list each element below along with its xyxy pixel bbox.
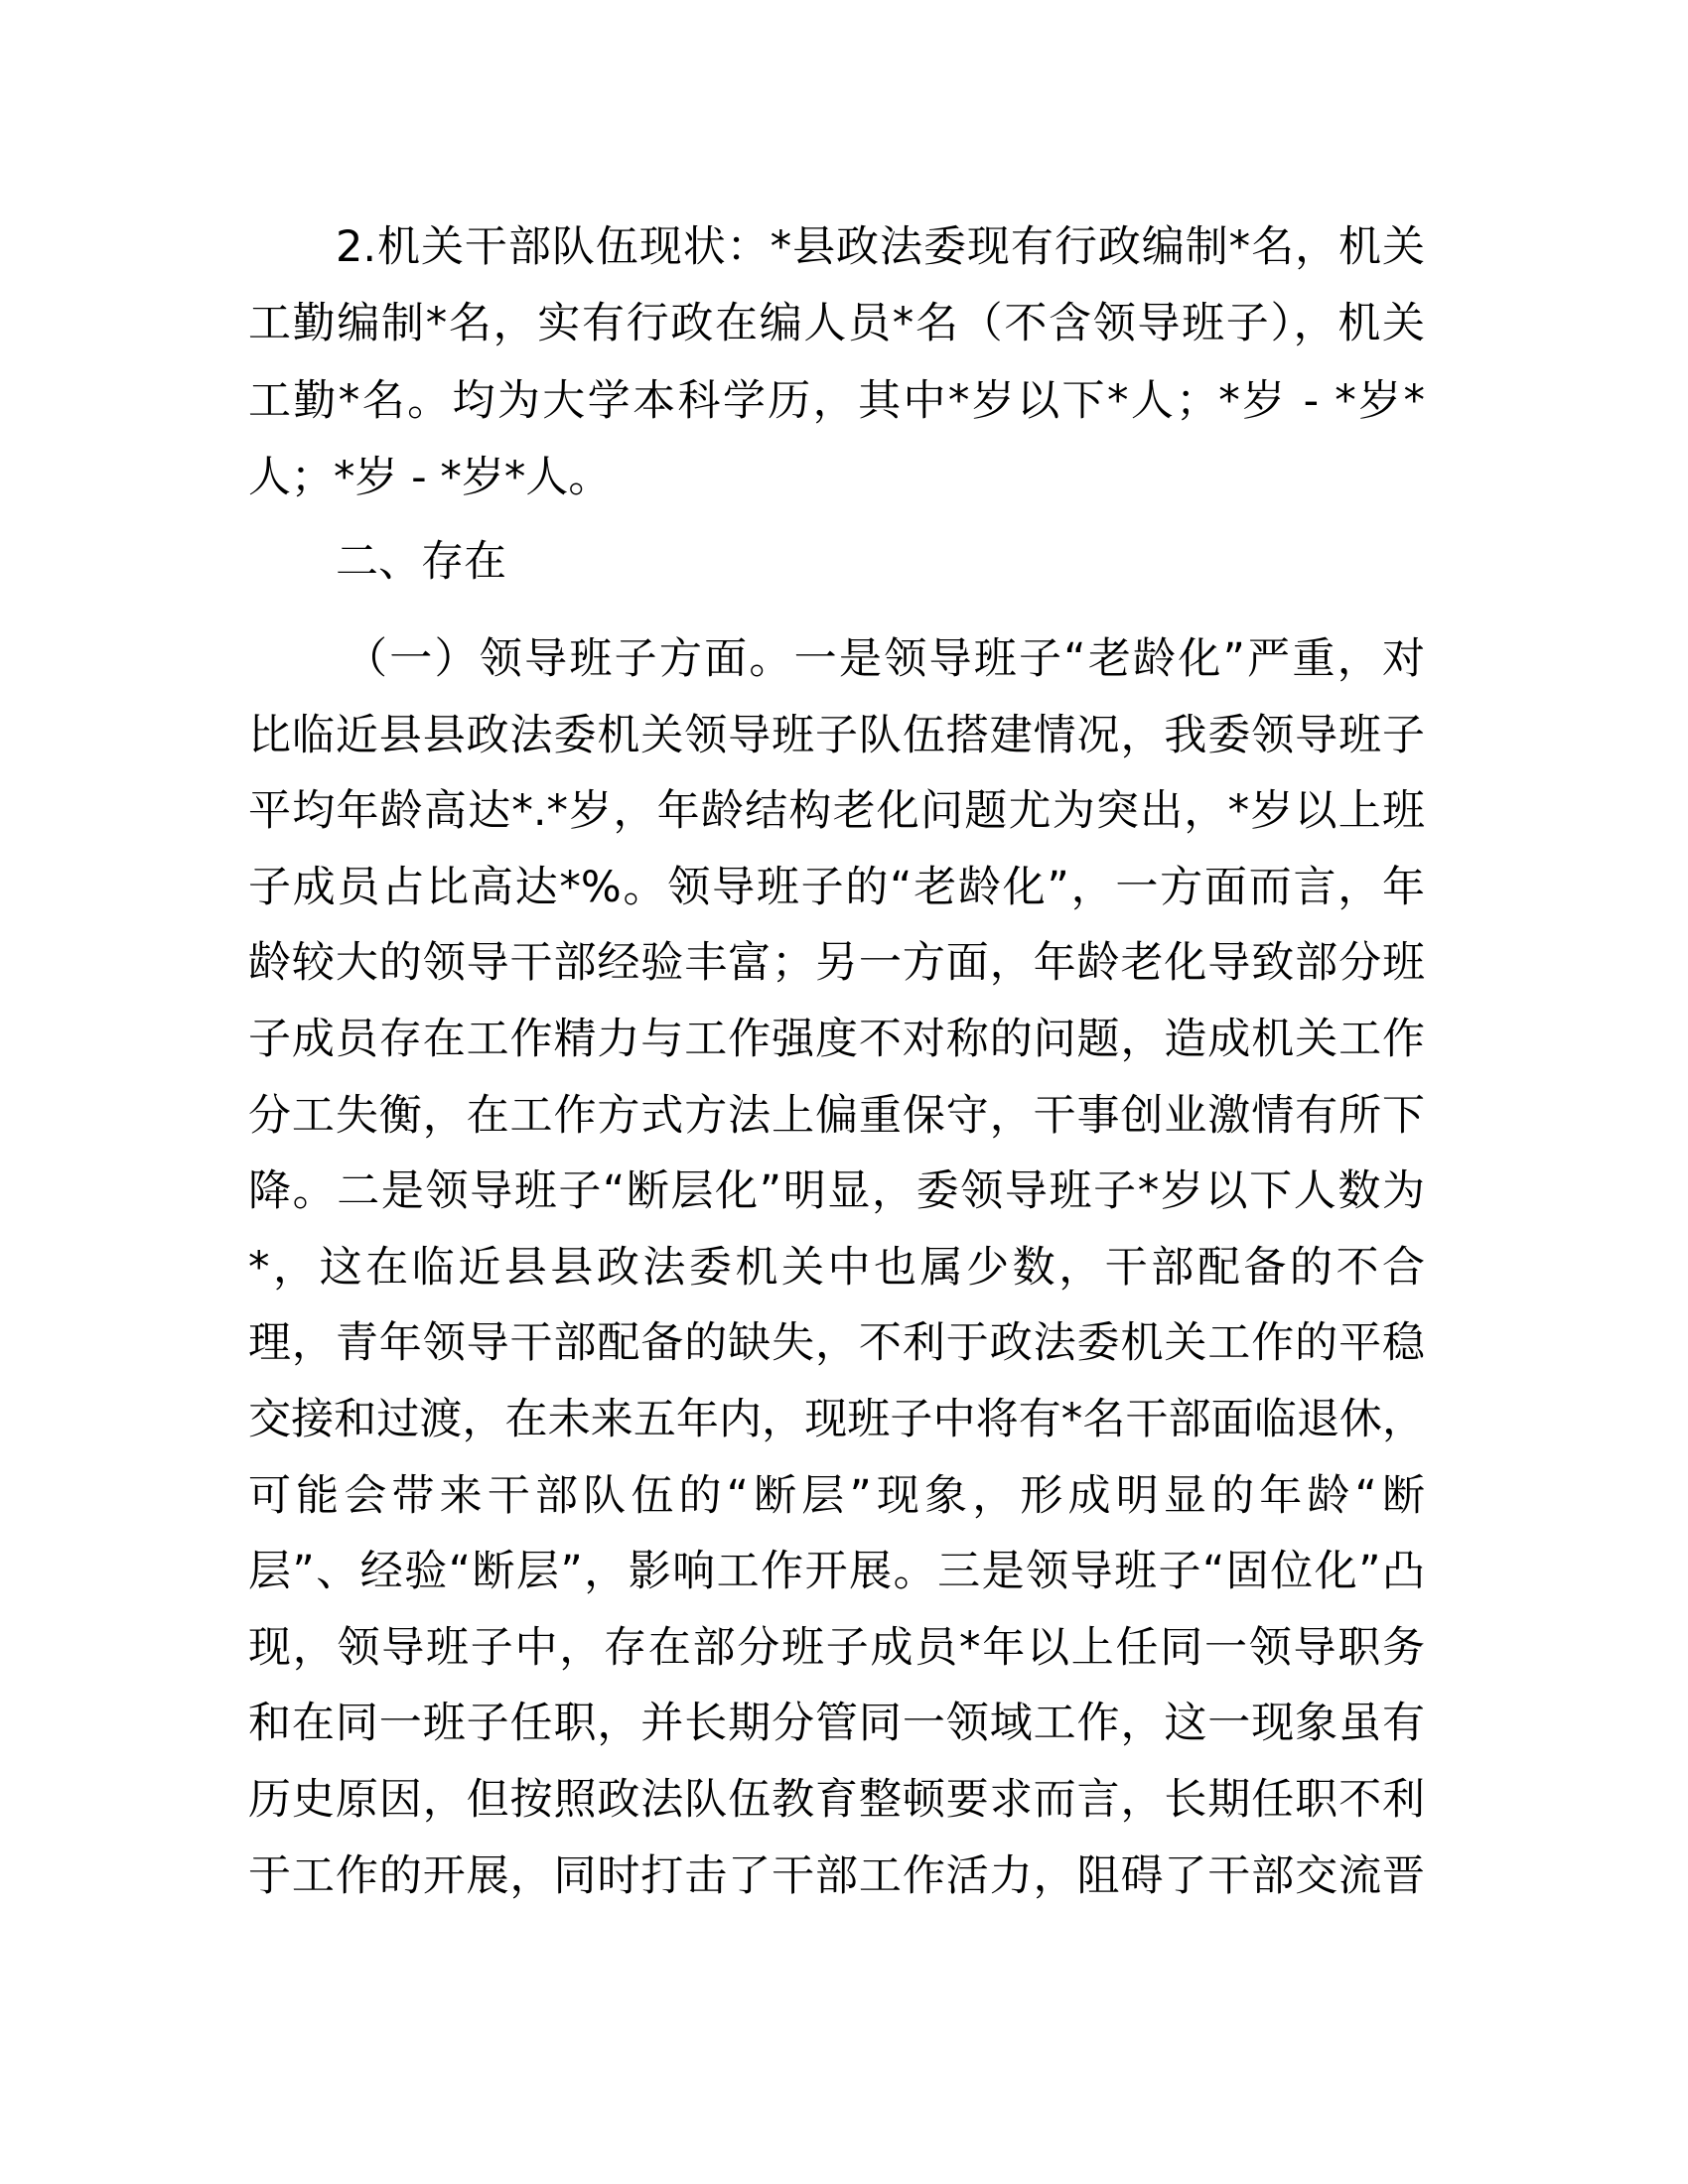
text-line: （一）领导班子方面。一是领导班子“老龄化”严重，对 bbox=[345, 634, 1425, 684]
text-line: 可能会带来干部队伍的“断层”现象，形成明显的年龄“断 bbox=[248, 1470, 1425, 1521]
text-line: 2.机关干部队伍现状：*县政法委现有行政编制*名，机关 bbox=[336, 222, 1425, 272]
text-line: 工勤编制*名，实有行政在编人员*名（不含领导班子），机关 bbox=[248, 299, 1425, 349]
text-line: 子成员占比高达*%。领导班子的“老龄化”，一方面而言，年 bbox=[248, 862, 1425, 912]
text-line: 降。二是领导班子“断层化”明显，委领导班子*岁以下人数为 bbox=[248, 1166, 1425, 1217]
text-line: 分工失衡，在工作方式方法上偏重保守，干事创业激情有所下 bbox=[248, 1090, 1425, 1141]
text-line: 子成员存在工作精力与工作强度不对称的问题，造成机关工作 bbox=[248, 1014, 1425, 1064]
section-heading bbox=[248, 524, 1425, 601]
text-line: 龄较大的领导干部经验丰富；另一方面，年龄老化导致部分班 bbox=[248, 938, 1425, 989]
text-line: 现，领导班子中，存在部分班子成员*年以上任同一领导职务 bbox=[248, 1622, 1425, 1673]
text-line: 平均年龄高达*.*岁，年龄结构老化问题尤为突出，*岁以上班 bbox=[248, 786, 1425, 837]
text-line: 工勤*名。均为大学本科学历，其中*岁以下*人；*岁 - *岁* bbox=[248, 375, 1425, 426]
text-line: 理，青年领导干部配备的缺失，不利于政法委机关工作的平稳 bbox=[248, 1318, 1425, 1369]
paragraph-leadership bbox=[248, 621, 1425, 1914]
text-line: 于工作的开展，同时打击了干部工作活力，阻碍了干部交流晋 bbox=[248, 1850, 1425, 1901]
text-line: 人；*岁 - *岁*人。 bbox=[248, 452, 612, 502]
heading-existing-problems: 二、存在 bbox=[336, 537, 506, 587]
text-line: 交接和过渡，在未来五年内，现班子中将有*名干部面临退休， bbox=[248, 1394, 1425, 1444]
text-line: 层”、经验“断层”，影响工作开展。三是领导班子“固位化”凸 bbox=[248, 1547, 1425, 1597]
text-line: 和在同一班子任职，并长期分管同一领域工作，这一现象虽有 bbox=[248, 1699, 1425, 1749]
text-line: 比临近县县政法委机关领导班子队伍搭建情况，我委领导班子 bbox=[248, 710, 1425, 760]
text-line: *，这在临近县县政法委机关中也属少数，干部配备的不合 bbox=[248, 1242, 1425, 1293]
paragraph-staff-status bbox=[248, 209, 1425, 516]
text-line: 历史原因，但按照政法队伍教育整顿要求而言，长期任职不利 bbox=[248, 1774, 1425, 1825]
